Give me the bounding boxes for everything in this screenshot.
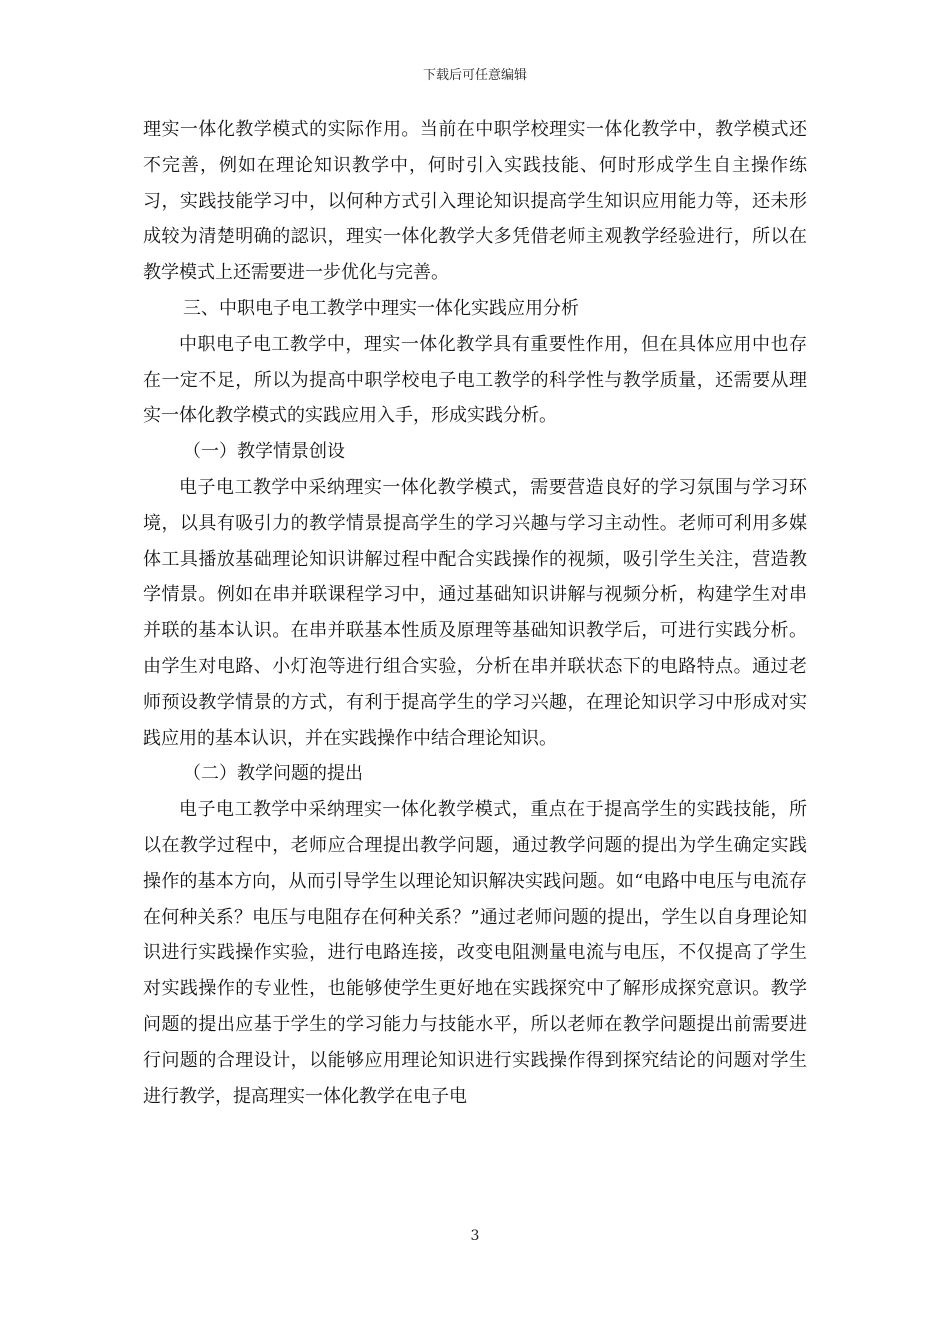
paragraph-3: 电子电工教学中采纳理实一体化教学模式，需要营造良好的学习氛围与学习环境，以具有吸引力的教学情景提高学生的学习兴趣与学习主动性。老师可利用多媒体工具播放基础理论知识讲解过程中配合实践操作的视频，吸引学生关注，营造教学情景。例如在串并联课程学习中，通过基础知识讲解与视频分析，构建学生对串并联的基本认识。在串并联基本性质及原理等基础知识教学后，可进行实践分析。由学生对电路、小灯泡等进行组合实验，分析在串并联状态下的电路特点。通过老师预设教学情景的方式，有利于提高学生的学习兴趣，在理论知识学习中形成对实践应用的基本认识，并在实践操作中结合理论知识。 [143, 476, 807, 749]
page-number: 3 [470, 1228, 480, 1244]
paragraph-1: 理实一体化教学模式的实际作用。当前在中职学校理实一体化教学中，教学模式还不完善，例如在理论知识教学中，何时引入实践技能、何时形成学生自主操作练习，实践技能学习中，以何种方式引入理论知识提高学生知识应用能力等，还未形成较为清楚明确的認识，理实一体化教学大多凭借老师主观教学经验进行，所以在教学模式上还需要进一步优化与完善。 [143, 119, 807, 284]
section-heading-3: 三、中职电子电工教学中理实一体化实践应用分析 [183, 297, 579, 319]
page-header: 下载后可任意编辑 [422, 68, 527, 83]
paragraph-4: 电子电工教学中采纳理实一体化教学模式，重点在于提高学生的实践技能，所以在教学过程中，老师应合理提出教学问题，通过教学问题的提出为学生确定实践操作的基本方向，从而引导学生以理论知识解决实践问题。如“电路中电压与电流存在何种关系？电压与电阻存在何种关系？”通过老师问题的提出，学生以自身理论知识进行实践操作实验，进行电路连接，改变电阻测量电流与电压，不仅提高了学生对实践操作的专业性，也能够使学生更好地在实践探究中了解形成探究意识。教学问题的提出应基于学生的学习能力与技能水平，所以老师在教学问题提出前需要进行问题的合理设计，以能够应用理论知识进行实践操作得到探究结论的问题对学生进行教学，提高理实一体化教学在电子电 [143, 799, 807, 1107]
paragraph-2: 中职电子电工教学中，理实一体化教学具有重要性作用，但在具体应用中也存在一定不足，所以为提高中职学校电子电工教学的科学性与教学质量，还需要从理实一体化教学模式的实践应用入手，形成实践分析。 [143, 333, 807, 427]
document-body [143, 112, 807, 1114]
subsection-heading-2: （二）教学问题的提出 [183, 763, 363, 785]
subsection-heading-1: （一）教学情景创设 [183, 441, 345, 463]
